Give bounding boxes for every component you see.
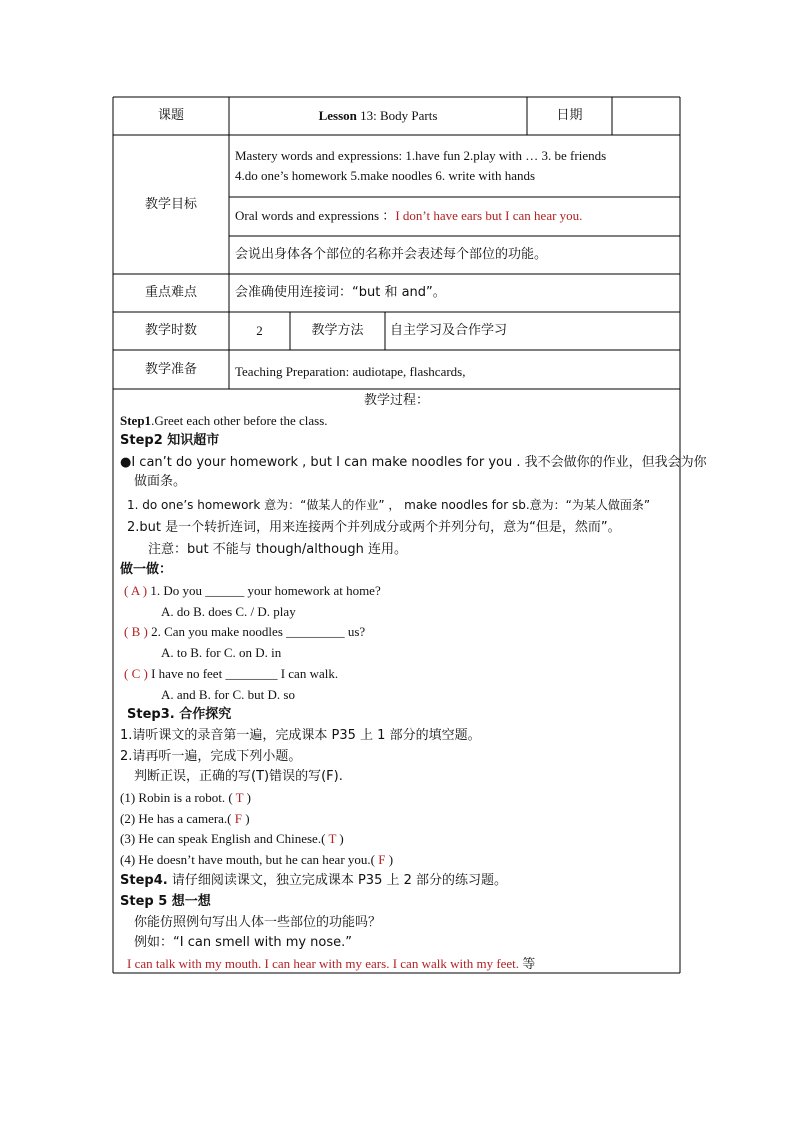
step5-line-1: 你能仿照例句写出人体一些部位的功能吗？ [134, 915, 382, 930]
question-1 [124, 583, 381, 599]
goals-oral [235, 208, 582, 224]
focus-label: 重点难点 [144, 285, 197, 300]
focus-text: 会准确使用连接词：“but 和 and”。 [235, 285, 446, 300]
q2-options: A. to B. for C. on D. in [161, 645, 282, 660]
tf-item-4 [120, 852, 393, 868]
step5-answer-end: 等 [522, 957, 536, 972]
note-1: 1. do one’s homework 意为：“做某人的作业” ， make noodles for sb.意为：“为某人做面条” [127, 498, 651, 512]
lesson-title-rest: 13: Body Parts [356, 108, 438, 123]
goals-line-4: 会说出身体各个部位的名称并会表述每个部位的功能。 [235, 247, 548, 262]
tf-2-answer: F [234, 811, 242, 826]
q2-text: 2. Can you make noodles _________ us? [147, 624, 366, 639]
q2-answer: ( B ) [124, 624, 148, 639]
tf-2-text: (2) He has a camera.( [120, 811, 235, 826]
step4-label: Step4. [120, 873, 168, 888]
lesson-title [229, 108, 527, 124]
tf-1-end: ) [243, 790, 251, 805]
process-title: 教学过程： [363, 393, 429, 408]
tf-4-end: ) [385, 852, 394, 867]
step1-text: .Greet each other before the class. [151, 413, 328, 428]
note-3: 注意：but 不能与 though/although 连用。 [148, 542, 407, 557]
date-label: 日期 [556, 108, 583, 123]
step5-answers [127, 956, 535, 973]
q3-options: A. and B. for C. but D. so [161, 687, 295, 702]
step3-line-2: 2.请再听一遍，完成下列小题。 [120, 749, 302, 764]
bullet-line-1: ●I can’t do your homework , but I can make noodles for you . 我不会做你的作业，但我会为你 [120, 455, 707, 470]
step3-line-1: 1.请听课文的录音第一遍，完成课本 P35 上 1 部分的填空题。 [120, 728, 481, 743]
step4-text: 请仔细阅读课文，独立完成课本 P35 上 2 部分的练习题。 [167, 873, 508, 888]
q1-text: 1. Do you ______ your homework at home? [147, 583, 381, 598]
method-label: 教学方法 [311, 323, 364, 338]
step5-heading: Step 5 想一想 [120, 894, 211, 909]
q1-options: A. do B. does C. / D. play [161, 604, 296, 619]
goals-label: 教学目标 [144, 197, 197, 212]
tf-2-end: ) [242, 811, 250, 826]
tf-3-answer: T [328, 831, 337, 846]
tf-3-end: ) [336, 831, 344, 846]
goals-oral-prefix: Oral words and expressions ： [235, 208, 396, 223]
tf-item-2 [120, 811, 250, 827]
tf-1-text: (1) Robin is a robot. ( [120, 790, 236, 805]
step5-answer-text: I can talk with my mouth. I can hear with my ears. I can walk with my feet. [127, 956, 520, 971]
question-3 [124, 666, 338, 682]
q1-answer: ( A ) [124, 583, 148, 598]
question-2 [124, 624, 365, 640]
tf-4-answer: F [378, 852, 386, 867]
goals-line-1: Mastery words and expressions: 1.have fun 2.play with … 3. be friends [235, 148, 607, 163]
hours-label: 教学时数 [144, 323, 197, 338]
goals-line-2: 4.do one’s homework 5.make noodles 6. write with hands [235, 168, 536, 183]
tf-1-answer: T [235, 790, 244, 805]
step1-label: Step1 [120, 413, 152, 428]
step1 [120, 413, 328, 429]
step3-line-3: 判断正误，正确的写(T)错误的写(F). [134, 769, 343, 784]
step3-heading: Step3. 合作探究 [127, 707, 232, 722]
prep-text: Teaching Preparation: audiotape, flashcards, [235, 364, 466, 379]
step2-heading: Step2 知识超市 [120, 433, 220, 448]
note-2: 2.but 是一个转折连词，用来连接两个并列成分或两个并列分句，意为“但是，然而”。 [127, 520, 621, 535]
method-value: 自主学习及合作学习 [390, 323, 508, 338]
exercise-title: 做一做： [120, 562, 173, 577]
topic-label: 课题 [157, 108, 184, 123]
tf-4-text: (4) He doesn’t have mouth, but he can hear you.( [120, 852, 379, 867]
goals-oral-sentence: I don’t have ears but I can hear you. [395, 208, 583, 223]
tf-item-1 [120, 790, 251, 806]
tf-item-3 [120, 831, 344, 847]
lesson-title-bold: Lesson [318, 108, 357, 123]
prep-label: 教学准备 [144, 362, 197, 377]
q3-text: I have no feet ________ I can walk. [147, 666, 339, 681]
hours-value: 2 [256, 323, 263, 338]
tf-3-text: (3) He can speak English and Chinese.( [120, 831, 329, 846]
q3-answer: ( C ) [124, 666, 148, 681]
step4 [120, 873, 507, 889]
step5-line-2: 例如：“I can smell with my nose.” [134, 935, 353, 950]
bullet-line-2: 做面条。 [134, 474, 187, 489]
